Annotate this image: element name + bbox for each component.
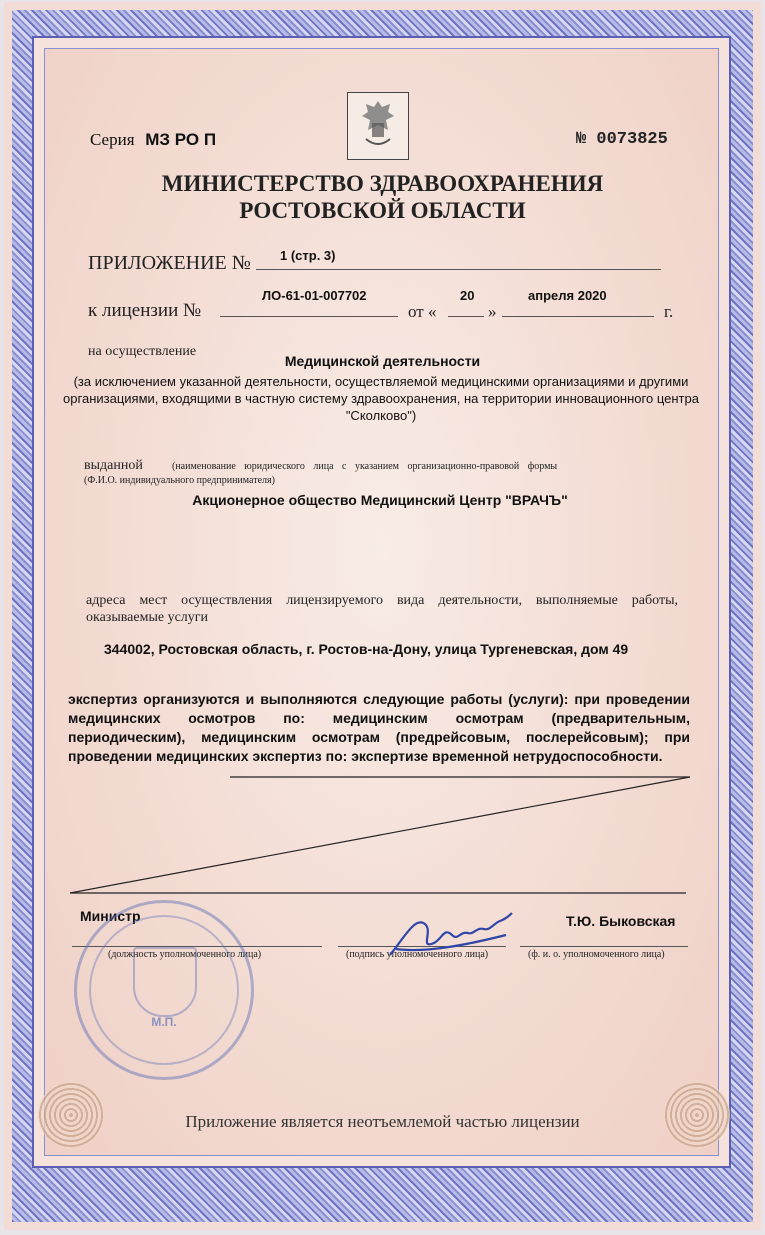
- ministry-title-line2: РОСТОВСКОЙ ОБЛАСТИ: [239, 198, 526, 223]
- official-seal: [74, 900, 254, 1080]
- license-label: к лицензии №: [88, 300, 202, 321]
- name-underline: [520, 946, 688, 947]
- series-value: МЗ РО П: [145, 130, 217, 149]
- name-hint: (ф. и. о. уполномоченного лица): [528, 949, 665, 960]
- license-year-suffix: г.: [664, 302, 674, 321]
- license-day: 20: [460, 288, 475, 303]
- series-label: Серия: [90, 130, 135, 149]
- signatory-name: Т.Ю. Быковская: [566, 913, 676, 929]
- ministry-title-line1: МИНИСТЕРСТВО ЗДРАВООХРАНЕНИЯ: [161, 171, 604, 196]
- signature-hint: (подпись уполномоченного лица): [346, 949, 489, 960]
- number-value: 0073825: [596, 130, 668, 149]
- license-close-quote: »: [488, 302, 497, 321]
- appendix-value: 1 (стр. 3): [280, 248, 336, 263]
- license-number: ЛО-61-01-007702: [262, 288, 367, 303]
- license-from-label: от «: [408, 302, 437, 321]
- address-value: 344002, Ростовская область, г. Ростов-на-Дону, улица Тургеневская, дом 49: [104, 641, 629, 657]
- issued-hint-2: (Ф.И.О. индивидуального предпринимателя): [84, 475, 275, 486]
- seal-emblem-icon: [133, 947, 197, 1017]
- license-month-year: апреля 2020: [528, 288, 607, 303]
- address-label: адреса мест осуществления лицензируемого вида деятельности, выполняемые работы, оказываемые услуги: [86, 593, 678, 625]
- number-label: №: [576, 130, 587, 149]
- services-text: экспертиз организуются и выполняются следующие работы (услуги): при проведении медицинских осмотров по: медицинским осмотрам (предварительным, периодическим), медицинским осмотрам (предрейсовым, послерейсовым); при проведении медицинских экспертиз по: экспертизе временной нетрудоспособности.: [68, 691, 690, 764]
- appendix-label: ПРИЛОЖЕНИЕ №: [88, 252, 251, 274]
- position-hint: (должность уполномоченного лица): [108, 949, 262, 960]
- footer-note: Приложение является неотъемлемой частью лицензии: [185, 1112, 580, 1131]
- activity-note: (за исключением указанной деятельности, осуществляемой медицинскими организациями и другими организациями, входящими в частную систему здравоохранения, на территории инновационного центра "Сколково"): [63, 374, 699, 423]
- issued-label: выданной: [84, 458, 143, 473]
- activity-label: на осуществление: [88, 344, 197, 359]
- issued-hint: (наименование юридического лица с указанием организационно-правовой формы: [172, 461, 558, 472]
- seal-mark: М.П.: [151, 1015, 177, 1029]
- signatory-position: Министр: [80, 908, 141, 924]
- handwritten-signature: [386, 905, 516, 965]
- issued-organization-name: Акционерное общество Медицинский Центр "ВРАЧЪ": [192, 492, 568, 508]
- activity-title: Медицинской деятельности: [284, 353, 481, 369]
